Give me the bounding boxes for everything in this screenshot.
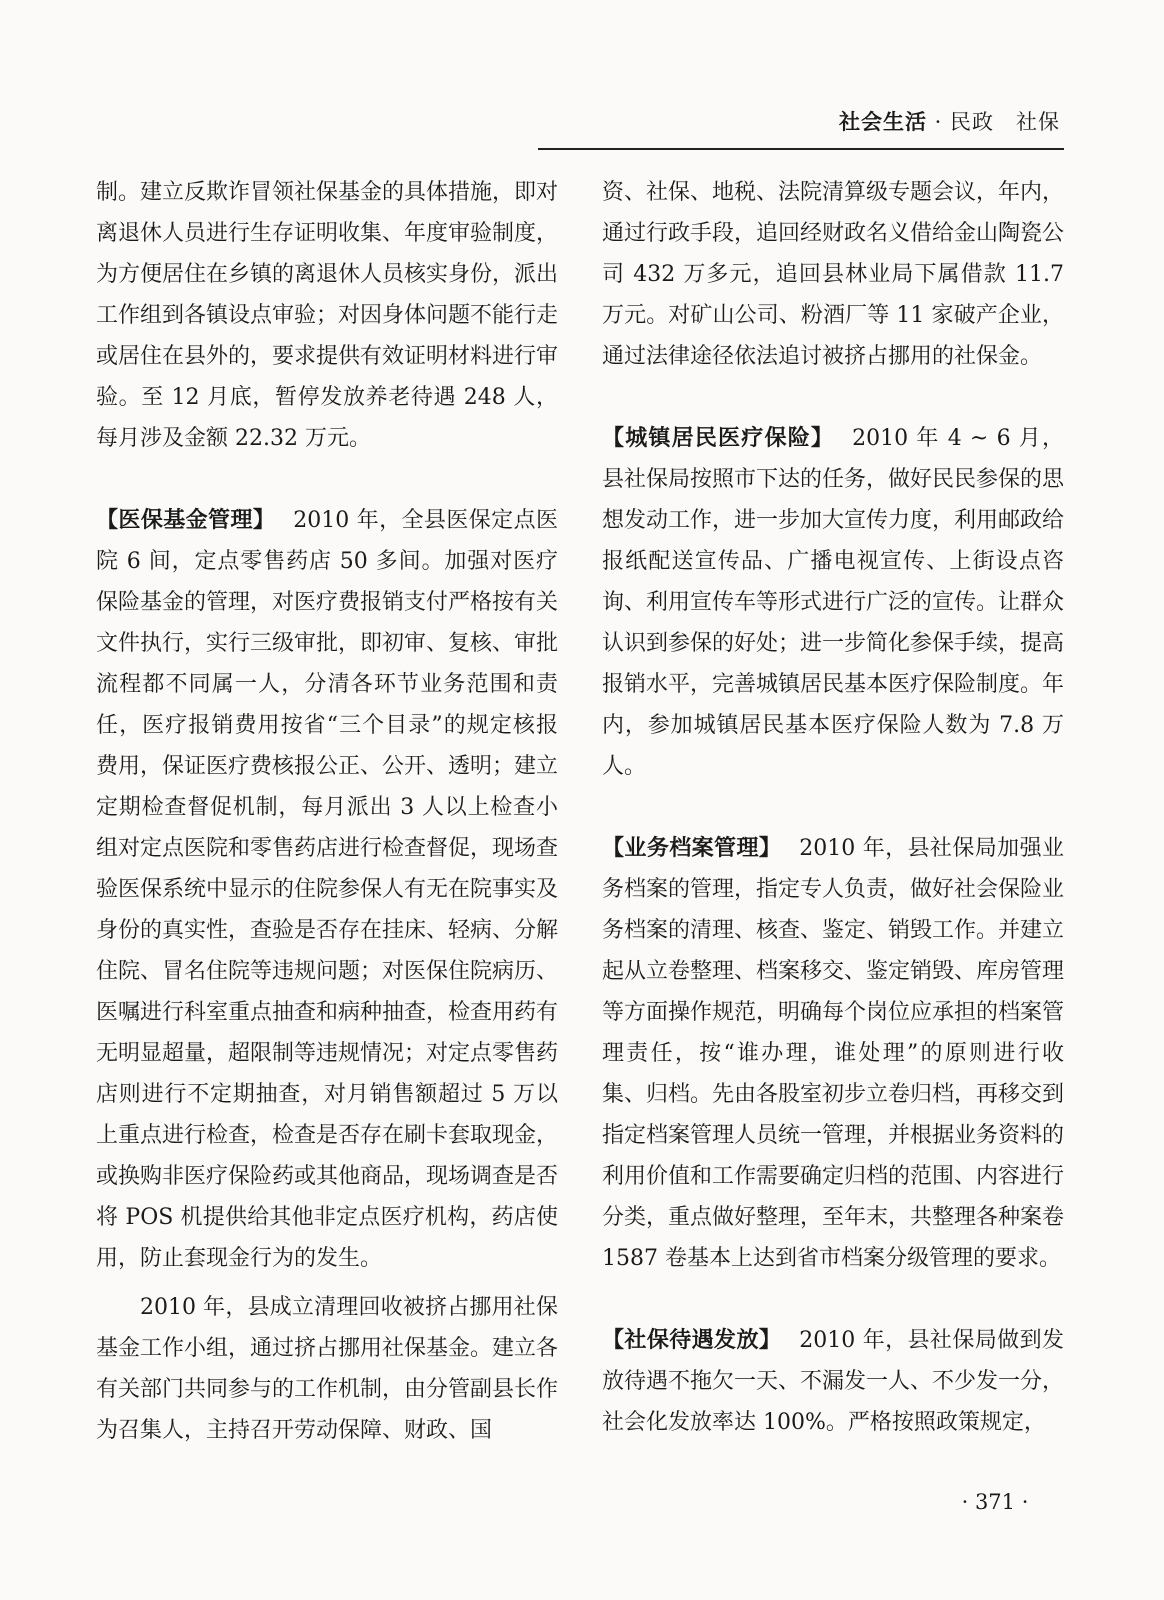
- paragraph-fund-recovery: [96, 1287, 558, 1451]
- paragraph-recovery-continued: [602, 172, 1064, 377]
- section-title: 社会生活: [838, 109, 927, 134]
- paragraph-archive-management: [602, 828, 1064, 1279]
- paragraph-keyword: 【社保待遇发放】: [602, 1328, 782, 1353]
- paragraph-text: 2010 年，县成立清理回收被挤占挪用社保基金工作小组，通过挤占挪用社保基金。建立各有关部门共同参与的工作机制，由分管副县长作为召集人，主持召开劳动保障、财政、国: [96, 1295, 559, 1443]
- page-number: · 371 ·: [961, 1490, 1029, 1514]
- paragraph-benefit-payment: [602, 1320, 1064, 1443]
- paragraph-text: 资、社保、地税、法院清算级专题会议，年内，通过行政手段，追回经财政名义借给金山陶瓷公司 432 万多元，追回县林业局下属借款 11.7 万元。对矿山公司、粉酒厂等 11 家破产企业，通过法律途径依法追讨被挤占挪用的社保金。: [602, 180, 1065, 369]
- paragraph-text: 2010 年 4 ~ 6 月，县社保局按照市下达的任务，做好民民参保的思想发动工作，进一步加大宣传力度，利用邮政给报纸配送宣传品、广播电视宣传、上街设点咨询、利用宣传车等形式进行广泛的宣传。让群众认识到参保的好处；进一步简化参保手续，提高报销水平，完善城镇居民基本医疗保险制度。年内，参加城镇居民基本医疗保险人数为 7.8 万人。: [602, 426, 1065, 779]
- paragraph-fraud-prevention: [96, 172, 558, 459]
- paragraph-text: 2010 年，县社保局加强业务档案的管理，指定专人负责，做好社会保险业务档案的清理、核查、鉴定、销毁工作。并建立起从立卷整理、档案移交、鉴定销毁、库房管理等方面操作规范，明确每个岗位应承担的档案管理责任，按“谁办理，谁处理”的原则进行收集、归档。先由各股室初步立卷归档，再移交到指定档案管理人员统一管理，并根据业务资料的利用价值和工作需要确定归档的范围、内容进行分类，重点做好整理，至年末，共整理各种案卷 1587 卷基本上达到省市档案分级管理的要求。: [602, 836, 1065, 1271]
- paragraph-medical-fund: [96, 500, 558, 1279]
- paragraph-keyword: 【城镇居民医疗保险】: [602, 426, 835, 451]
- header-separator: ·: [926, 110, 950, 134]
- paragraph-urban-insurance: [602, 418, 1064, 787]
- left-column: [96, 172, 558, 1451]
- running-header: [760, 106, 1060, 136]
- paragraph-text: 制。建立反欺诈冒领社保基金的具体措施，即对离退休人员进行生存证明收集、年度审验制度，为方便居住在乡镇的离退休人员核实身份，派出工作组到各镇设点审验；对因身体问题不能行走或居住在县外的，要求提供有效证明材料进行审验。至 12 月底，暂停发放养老待遇 248 人，每月涉及金额 22.32 万元。: [96, 180, 559, 451]
- right-column: [602, 172, 1064, 1443]
- paragraph-keyword: 【业务档案管理】: [602, 836, 782, 861]
- paragraph-keyword: 【医保基金管理】: [96, 508, 276, 533]
- subsection-title: 民政 社保: [950, 110, 1060, 134]
- paragraph-text: 2010 年，县社保局做到发放待遇不拖欠一天、不漏发一人、不少发一分，社会化发放率达 100%。严格按照政策规定，: [602, 1328, 1065, 1435]
- paragraph-text: 2010 年，全县医保定点医院 6 间，定点零售药店 50 多间。加强对医疗保险基金的管理，对医疗费报销支付严格按有关文件执行，实行三级审批，即初审、复核、审批流程都不同属一人，分清各环节业务范围和责任，医疗报销费用按省“三个目录”的规定核报费用，保证医疗费核报公正、公开、透明；建立定期检查督促机制，每月派出 3 人以上检查小组对定点医院和零售药店进行检查督促，现场查验医保系统中显示的住院参保人有无在院事实及身份的真实性，查验是否存在挂床、轻病、分解住院、冒名住院等违规问题；对医保住院病历、医嘱进行科室重点抽查和病种抽查，检查用药有无明显超量，超限制等违规情况；对定点零售药店则进行不定期抽查，对月销售额超过 5 万以上重点进行检查，检查是否存在刷卡套取现金，或换购非医疗保险药或其他商品，现场调查是否将 POS 机提供给其他非定点医疗机构，药店使用，防止套现金行为的发生。: [96, 508, 559, 1271]
- header-rule: [538, 148, 1064, 150]
